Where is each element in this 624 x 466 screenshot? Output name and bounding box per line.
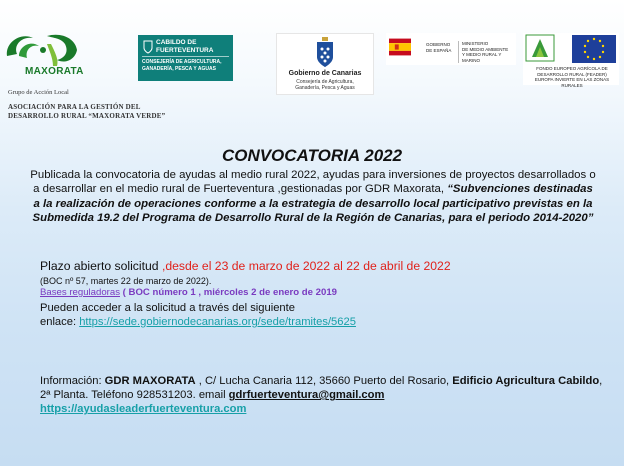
info-building: Edificio Agricultura Cabildo: [452, 375, 600, 387]
ministerio-line3: Y MEDIO RURAL Y MARINO: [462, 52, 502, 63]
gdr-maxorata-logo: [3, 30, 85, 84]
intro-paragraph: [30, 168, 596, 225]
boc-reference: (BOC nº 57, martes 22 de marzo de 2022).: [40, 276, 212, 286]
feader-line2: DESARROLLO RURAL (FEADER): [537, 71, 607, 77]
intro-quote: “Subvenciones destinadas a la realización de operaciones conforme a la estrategia de desarrollo local participativo previstas en la Submedida 19.2 del Programa de Desarrollo Rural de la Región de Canarias, para el periodo 2014-2020”: [32, 183, 594, 224]
cabildo-subtitle: CONSEJERÍA DE AGRICULTURA, GANADERÍA, PESCA Y AGUAS: [142, 59, 222, 72]
cabildo-title-line2: FUERTEVENTURA: [156, 47, 214, 54]
email-link[interactable]: gdrfuerteventura@gmail.com: [228, 389, 385, 402]
gobierno-espana-line1: GOBIERNO: [426, 42, 451, 47]
gdr-caption-line1: Grupo de Acción Local: [8, 89, 69, 96]
acceder-block: [40, 301, 356, 329]
page-title: CONVOCATORIA 2022: [221, 146, 403, 165]
plazo-line: [40, 259, 451, 274]
gobierno-canarias-subtitle: [277, 79, 373, 91]
info-floor: , 2ª Planta. Teléfono 928531203. email: [40, 375, 603, 402]
ministerio-line1: MINISTERIO: [462, 41, 489, 46]
plazo-dates: ,desde el 23 de marzo de 2022 al 22 de abril de 2022: [161, 259, 451, 273]
gobierno-canarias-subtitle-line2: Ganadería, Pesca y Aguas: [295, 85, 355, 91]
cabildo-title: [156, 39, 213, 55]
ministerio-label: [458, 41, 516, 63]
cabildo-fuerteventura-logo: [138, 35, 233, 81]
info-address: , C/ Lucha Canaria 112, 35660 Puerto del Rosario,: [195, 375, 453, 387]
bases-detail: ( BOC número 1 , miércoles 2 de enero de 2019: [120, 287, 338, 298]
intro-text: Publicada la convocatoria de ayudas al medio rural 2022, ayudas para inversiones de proyectos desarrollados o a desarrollar en el medio rural de Fuerteventura ,gestionadas por GDR Maxorata,: [30, 169, 596, 196]
feader-caption: [525, 66, 619, 88]
gobierno-canarias-subtitle-line1: Consejería de Agricultura,: [296, 79, 354, 85]
sede-link[interactable]: https://sede.gobiernodecanarias.org/sede/tramites/5625: [79, 316, 356, 328]
gdr-caption-line3: DESARROLLO RURAL “MAXORATA VERDE”: [8, 112, 166, 120]
gdr-caption: [8, 88, 208, 121]
bases-link[interactable]: Bases reguladoras: [40, 287, 120, 298]
contact-info: [40, 374, 610, 417]
website-link[interactable]: https://ayudasleaderfuerteventura.com: [40, 403, 247, 416]
leader-eu-flag-icon: [524, 33, 618, 65]
gobierno-canarias-logo: [276, 33, 374, 95]
cabildo-header: [142, 38, 229, 57]
cabildo-shield-icon: [143, 40, 153, 54]
ministerio-logo: [386, 33, 516, 65]
gobierno-canarias-title: Gobierno de Canarias: [288, 70, 362, 77]
feader-line1: FONDO EUROPEO AGRÍCOLA DE: [536, 66, 608, 71]
acceder-line1: Pueden acceder a la solicitud a través del siguiente: [40, 302, 295, 314]
coat-of-arms-icon: [314, 37, 336, 69]
gobierno-espana-label: [426, 42, 451, 53]
bases-reguladoras: [40, 287, 337, 299]
cabildo-title-line1: CABILDO DE: [156, 39, 197, 46]
spain-arms-icon: [389, 36, 411, 58]
info-org: GDR MAXORATA: [104, 375, 196, 387]
acceder-label: enlace:: [40, 316, 80, 328]
info-prefix: Información:: [40, 375, 105, 387]
feader-logo: [523, 33, 619, 88]
feader-line3: EUROPA INVIERTE EN LAS ZONAS RURALES: [534, 77, 610, 88]
gobierno-espana-line2: DE ESPAÑA: [426, 47, 452, 53]
gdr-caption-line2: ASOCIACIÓN PARA LA GESTIÓN DEL: [8, 103, 141, 111]
ministerio-line2: DE MEDIO AMBIENTE: [462, 46, 509, 52]
gdr-swirl-icon: [3, 30, 85, 70]
gdr-wordmark: MAXORATA: [25, 66, 84, 77]
plazo-label: Plazo abierto solicitud: [40, 259, 162, 273]
